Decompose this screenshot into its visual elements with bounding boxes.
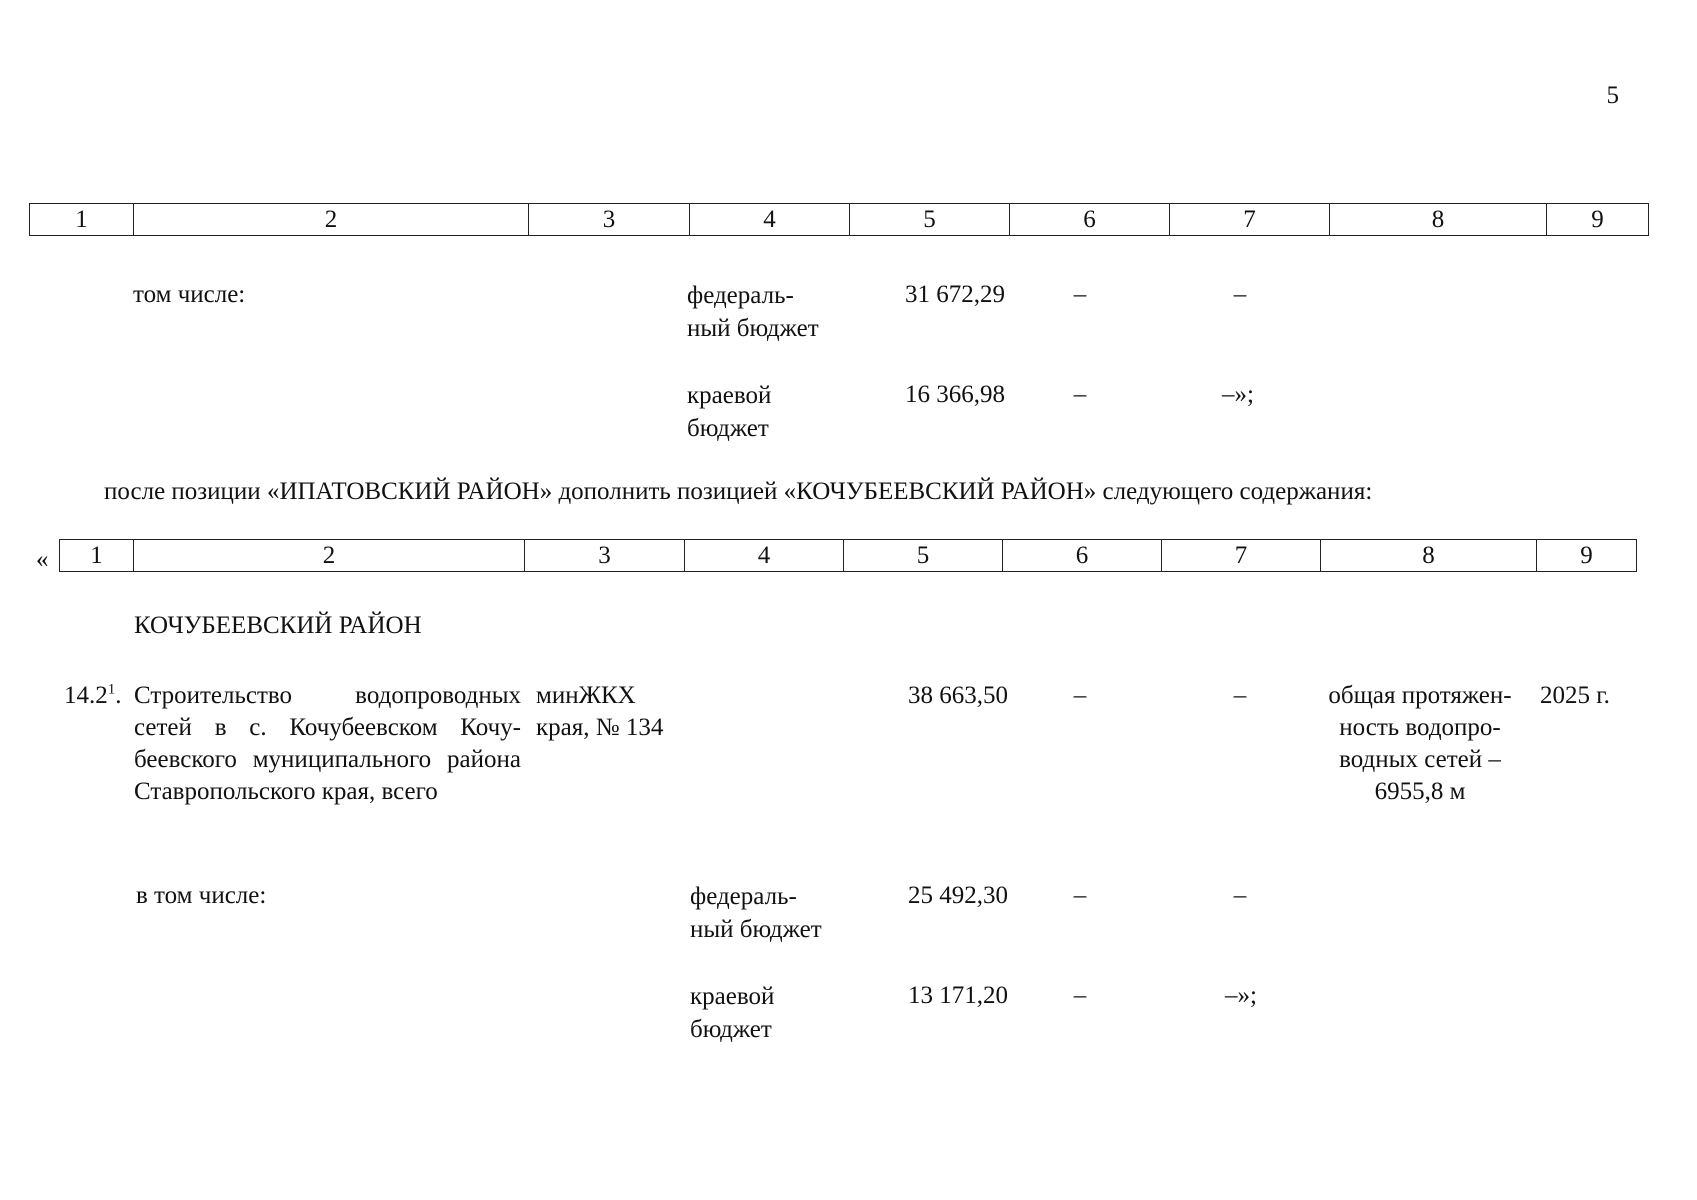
federal-budget-amount: 31 672,29 [905,281,1005,308]
item-executor: минЖКХ края, № 134 [536,682,664,741]
federal-budget-label: федераль- ный бюджет [687,282,819,342]
column-number-1: 1 [30,204,134,236]
item-number [64,680,122,712]
federal-budget-col6: – [1073,281,1087,308]
instruction-paragraph: после позиции «ИПАТОВСКИЙ РАЙОН» дополнить позицией «КОЧУБЕЕВСКИЙ РАЙОН» следующего содержания: [104,478,1373,505]
item-number-superscript: 1 [107,681,116,698]
item-number-main: 14.2 [64,682,108,709]
regional-budget-col7: –»; [1222,381,1254,408]
district-heading: КОЧУБЕЕВСКИЙ РАЙОН [134,612,422,639]
column-number-3: 3 [529,204,690,236]
federal-budget-amount: 25 492,30 [908,882,1008,909]
federal-budget-col6: – [1073,882,1087,909]
opening-quote: « [36,546,49,573]
column-number-6: 6 [1003,540,1162,572]
in-total-label: том числе: [133,281,246,308]
column-number-2: 2 [134,204,529,236]
column-number-4: 4 [685,540,844,572]
item-amount: 38 663,50 [908,682,1008,709]
item-number-dot: . [115,682,122,709]
column-number-5: 5 [850,204,1010,236]
page-number: 5 [1606,82,1619,109]
item-col7: – [1233,682,1247,709]
item-result: общая протяжен- ность водопро- водных сетей – 6955,8 м [1328,682,1512,805]
column-number-2: 2 [134,540,525,572]
in-total-label: в том числе: [136,882,267,909]
regional-budget-col7: –»; [1225,982,1257,1009]
column-number-7: 7 [1170,204,1330,236]
column-number-6: 6 [1010,204,1170,236]
column-number-7: 7 [1162,540,1321,572]
column-header-table [59,539,1637,572]
federal-budget-col7: – [1233,281,1247,308]
column-number-8: 8 [1321,540,1537,572]
column-number-1: 1 [60,540,134,572]
regional-budget-amount: 16 366,98 [905,381,1005,408]
federal-budget-col7: – [1233,882,1247,909]
item-description: Строительство водопроводных сетей в с. Кочубеевском Кочу-беевского муниципального района Ставропольского края, всего [134,682,521,805]
column-number-8: 8 [1330,204,1547,236]
column-number-9: 9 [1547,204,1649,236]
regional-budget-label: краевой бюджет [687,382,772,442]
federal-budget-label: федераль- ный бюджет [690,883,822,943]
regional-budget-col6: – [1073,982,1087,1009]
column-number-3: 3 [525,540,685,572]
item-year: 2025 г. [1540,682,1610,709]
regional-budget-amount: 13 171,20 [908,982,1008,1009]
regional-budget-label: краевой бюджет [690,983,775,1043]
column-number-4: 4 [690,204,850,236]
column-header-table [29,203,1649,236]
regional-budget-col6: – [1073,381,1087,408]
column-number-5: 5 [844,540,1003,572]
column-number-9: 9 [1537,540,1637,572]
item-col6: – [1073,682,1087,709]
